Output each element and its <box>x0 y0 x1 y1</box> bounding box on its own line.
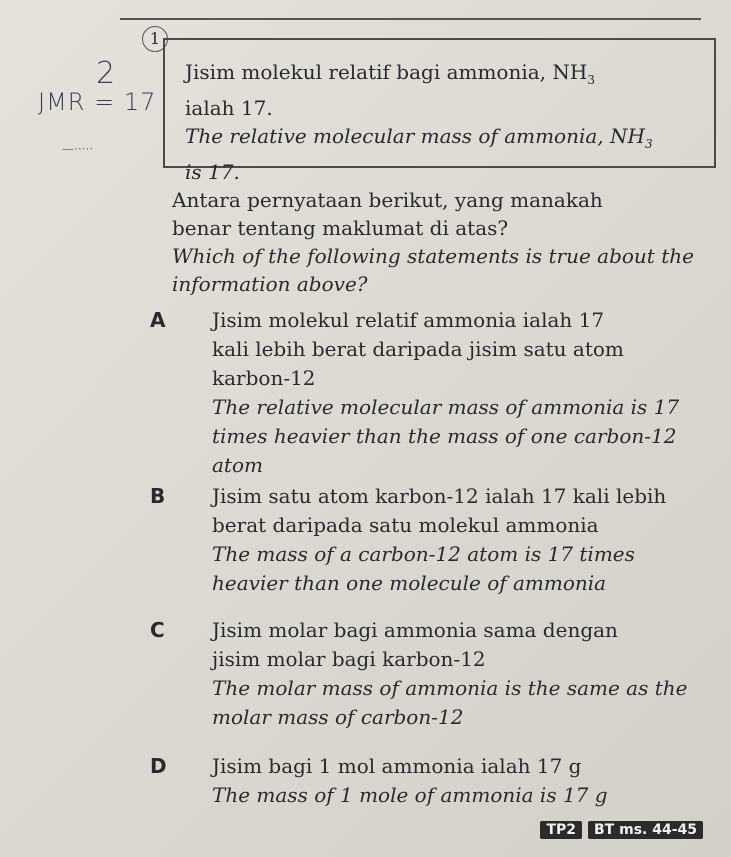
option-b[interactable] <box>150 482 720 598</box>
option-a-malay-2: kali lebih berat daripada jisim satu atom <box>212 337 624 361</box>
stem-english-1: Which of the following statements is true about the <box>172 244 694 268</box>
top-rule <box>120 18 701 20</box>
option-b-english-2: heavier than one molecule of ammonia <box>212 571 607 595</box>
option-b-english-1: The mass of a carbon-12 atom is 17 times <box>212 542 635 566</box>
option-letter: B <box>150 484 166 508</box>
info-english-line2: is 17. <box>185 160 240 184</box>
info-malay-line1: Jisim molekul relatif bagi ammonia, $NH_3$ <box>185 60 595 87</box>
option-letter: C <box>150 618 165 642</box>
option-a-english-1: The relative molecular mass of ammonia is 17 <box>212 395 680 419</box>
handwritten-note: JMR = 17 <box>38 88 157 116</box>
subscript: 3 <box>644 137 653 151</box>
stem-malay-1: Antara pernyataan berikut, yang manakah <box>172 188 603 212</box>
option-letter: A <box>150 308 166 332</box>
page-ref-badge: BT ms. 44-45 <box>588 821 703 839</box>
question-stem <box>172 186 717 298</box>
option-c-english-1: The molar mass of ammonia is the same as the <box>212 676 688 700</box>
tp-badge: TP2 <box>540 821 582 839</box>
option-a[interactable] <box>150 306 720 480</box>
info-english-line1: The relative molecular mass of ammonia, $NH_3$ <box>185 124 653 151</box>
info-malay-line2: ialah 17. <box>185 96 273 120</box>
stem-english-2: information above? <box>172 272 368 296</box>
option-a-english-3: atom <box>212 453 263 477</box>
option-c-malay-2: jisim molar bagi karbon-12 <box>212 647 486 671</box>
option-b-malay-2: berat daripada satu molekul ammonia <box>212 513 599 537</box>
option-c-english-2: molar mass of carbon-12 <box>212 705 464 729</box>
option-c[interactable] <box>150 616 720 732</box>
question-number: 1 <box>142 26 168 52</box>
subscript: 3 <box>587 73 595 87</box>
option-d-malay-1: Jisim bagi 1 mol ammonia ialah 17 g <box>212 754 582 778</box>
option-c-malay-1: Jisim molar bagi ammonia sama dengan <box>212 618 618 642</box>
option-d[interactable] <box>150 752 720 810</box>
info-box <box>163 38 716 184</box>
option-b-malay-1: Jisim satu atom karbon-12 ialah 17 kali lebih <box>212 484 667 508</box>
handwritten-number: 2 <box>96 56 116 91</box>
option-a-malay-1: Jisim molekul relatif ammonia ialah 17 <box>212 308 605 332</box>
margin-scribble: —····· <box>62 142 94 156</box>
footer-badges <box>540 821 703 839</box>
option-d-english-1: The mass of 1 mole of ammonia is 17 g <box>212 783 608 807</box>
option-a-english-2: times heavier than the mass of one carbon-12 <box>212 424 677 448</box>
option-letter: D <box>150 754 167 778</box>
stem-malay-2: benar tentang maklumat di atas? <box>172 216 509 240</box>
option-a-malay-3: karbon-12 <box>212 366 316 390</box>
